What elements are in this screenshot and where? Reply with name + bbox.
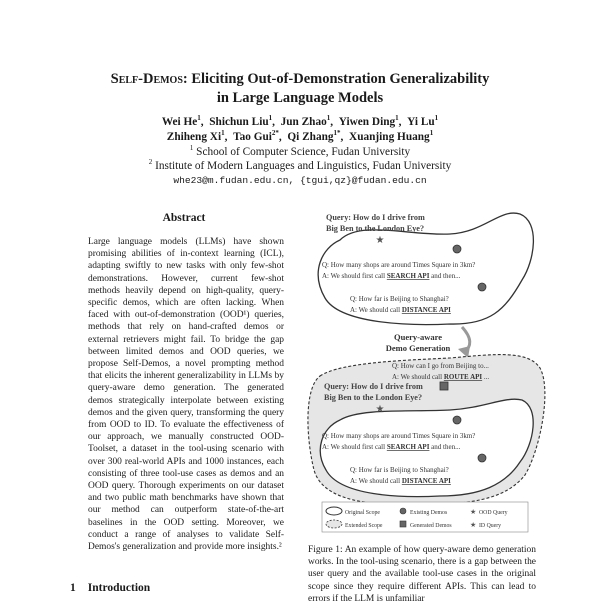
author-affiliation-mark: 1 [268, 114, 273, 123]
generated-demo-answer: A: We should call ROUTE API ... [392, 373, 490, 381]
ext-query-line-1: Query: How do I drive from [324, 382, 423, 391]
author-name: Xuanjing Huang [349, 131, 430, 143]
demo1-answer-2: A: We should first call SEARCH API and then... [322, 443, 461, 451]
top-query-line-1: Query: How do I drive from [326, 213, 425, 222]
generated-demo-question: Q: How can I go from Beijing to... [392, 362, 489, 370]
title-line-1: Self-Demos: Eliciting Out-of-Demonstration Generalizability [110, 71, 490, 87]
arrow-label-line-1: Query-aware [394, 332, 442, 342]
existing-demos-legend-icon [400, 508, 406, 514]
demo2-question-2: Q: How far is Beijing to Shanghai? [350, 466, 449, 474]
id-query-legend-icon: ★ [470, 521, 477, 529]
demo2-answer-2: A: We should call DISTANCE API [350, 477, 451, 485]
author-line-1: Wei He$^1$, Shichun Liu$^1$, Jun Zhao$^1$, Yiwen Ding$^1$, Yi Lu$^1$ [161, 114, 439, 128]
title-line-2: in Large Language Models [216, 90, 384, 106]
author-affiliation-mark: 1 [434, 114, 439, 123]
author-line-2: Zhiheng Xi$^1$, Tao Gui$^{2*}$, Qi Zhang$^{1*}$, Xuanjing Huang$^1$ [166, 129, 434, 143]
abstract-heading: Abstract [162, 212, 206, 224]
author-list [60, 115, 540, 145]
existing-demo-icon [478, 283, 486, 291]
legend-existing-demos: Existing Demos [410, 510, 448, 516]
affiliation-2: $^2$ Institute of Modern Languages and Linguistics, Fudan University [148, 158, 452, 172]
author-affiliation-mark: 1 [221, 129, 225, 138]
section-heading [70, 582, 162, 594]
legend-original-scope: Original Scope [345, 510, 380, 516]
existing-demo-icon [478, 454, 486, 462]
demo2-question: Q: How far is Beijing to Shanghai? [350, 295, 449, 303]
figure-caption: Figure 1: An example of how query-aware demo generation works. In the tool-using scenario, there is a gap between the user query and the available tool-use cases in the original scope since they require different APIs. This can lead to errors if the LLM is unfamiliar [308, 545, 536, 604]
id-query-star-icon: ★ [375, 404, 385, 415]
paper-title [60, 70, 540, 108]
author-name: Qi Zhang [287, 131, 334, 143]
legend-extended-scope: Extended Scope [345, 523, 383, 529]
author-name: Jun Zhao [280, 116, 327, 128]
author-name: Zhiheng Xi [166, 131, 222, 143]
author-affiliation-mark: 2* [271, 129, 279, 138]
author-affiliation-mark: 1* [333, 129, 341, 138]
ood-query-legend-icon: ★ [470, 508, 477, 516]
abstract-body: Large language models (LLMs) have shown promising abilities of in-context learning (ICL), adapting swiftly to new tasks with only few-shot demonstrations. However, current few-shot methods heavily depend on high-quality, query-specific demos, which are often lacking. When faced with out-of-demonstration (OOD¹) queries, methods that rely on hand-crafted demos or external retrievers might fail. To bridge the gap between limited demos and OOD queries, we propose Self-Demos, a novel prompting method that elicits the inherent generalizability in LLMs by query-aware demo generation. The generated demos strategically interpolate between existing demos and the given query, transforming the query from OOD to ID. To evaluate the effectiveness of our approach, we manually constructed OOD-Toolset, a dataset in the tool-using scenario with over 300 real-world APIs and 1000 instances, each consisting of three tool-use cases as demos and an OOD query. Thorough experiments on our dataset and two public math benchmarks have shown that our method can outperform state-of-the-art baselines in the OOD setting. Moreover, we conduct a range of analyses to validate Self-Demos's generalization and provide more insights.² [88, 237, 284, 553]
author-name: Wei He [161, 116, 198, 128]
author-name: Tao Gui [233, 131, 272, 143]
top-query-line-2: Big Ben to the London Eye? [326, 224, 425, 233]
extended-scope-legend-icon [326, 520, 342, 528]
existing-demo-icon [453, 245, 461, 253]
author-affiliation-mark: 1 [197, 114, 201, 123]
author-affiliation-mark: 1 [395, 114, 399, 123]
author-name: Shichun Liu [209, 116, 269, 128]
demo1-answer: A: We should first call SEARCH API and then... [322, 272, 461, 280]
ood-query-star-icon: ★ [375, 235, 385, 246]
section-title: Introduction [87, 582, 151, 594]
method-name: Self-Demos [110, 71, 183, 87]
demo2-answer: A: We should call DISTANCE API [350, 306, 451, 314]
existing-demo-icon [453, 416, 461, 424]
generated-demos-legend-icon [400, 521, 406, 527]
figure-1 [300, 200, 550, 540]
author-affiliation-mark: 1 [326, 114, 331, 123]
author-name: Yi Lu [407, 116, 435, 128]
generated-demo-icon [440, 382, 448, 390]
legend-generated-demos: Generated Demos [410, 523, 452, 529]
legend-ood-query: OOD Query [479, 510, 508, 516]
author-name: Yiwen Ding [338, 116, 396, 128]
affiliations [60, 145, 540, 173]
email-line: whe23@m.fudan.edu.cn, {tgui,qz}@fudan.edu.cn [173, 175, 427, 186]
legend-id-query: ID Query [479, 523, 502, 529]
arrow-label-line-2: Demo Generation [385, 343, 451, 353]
affiliation-1: $^1$ School of Computer Science, Fudan University [189, 144, 411, 158]
ext-query-line-2: Big Ben to the London Eye? [324, 393, 423, 402]
author-affiliation-mark: 1 [429, 129, 434, 138]
section-number: 1 [70, 582, 76, 594]
demo1-question: Q: How many shops are around Times Square in 3km? [322, 261, 476, 269]
demo1-question-2: Q: How many shops are around Times Square in 3km? [322, 432, 476, 440]
